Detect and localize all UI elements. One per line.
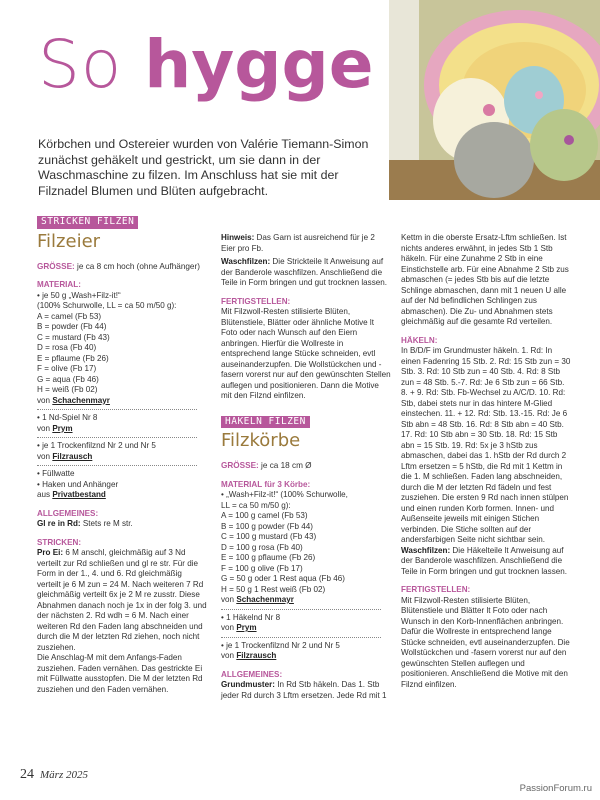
material-list: • je 50 g „Wash+Filz-it!“ (100% Schurwolle, LL = ca 50 m/50 g): A = camel (Fb 53) B = powder (Fb 44) C = mustard (Fb 43) D = rosa (Fb 40) E = pflaume (Fb 26) F = olive (Fb 17) G = aqua (Fb 46) H = weiß (Fb 02) von Schachenmayr • 1 Nd-Spiel Nr 8 von Prym • je 1 Trockenfilznd Nr 2 und Nr 5 von Filzrausch • Füllwatte • Haken und Anhänger aus Privatbestand (37, 291, 207, 501)
stricken-heading: STRICKEN: (37, 537, 82, 547)
section-heading: Filzkörbe (221, 430, 301, 451)
size-line: GRÖSSE: je ca 8 cm hoch (ohne Aufhänger) (37, 261, 200, 271)
haekeln-text: In B/D/F im Grundmuster häkeln. 1. Rd: In einen Fadenring 15 Stb. 2. Rd: 15 Stb zun = 30 Stb. 3. Rd: 10 Stb zun = 40 Stb. 4. Rd: 8 Stb zun = 48 Stb. 5.-7. Rd: Je 6 Stb zun = 66 Stb. 8. + 9. Rd: Stb. Fb-Wechsel zu A/C/D. 10. Rd: Stb, dabei stets nur in das hintere M-Glied einstechen. 11. + 12. Rd: Stb. 13.-15. Rd: Je 6 Stb abn = 48 Stb. 16. Rd: 8 Stb abn = 40 Stb. 17. Rd: 10 Stb abn = 30 Stb. 18. Rd: 15 Stb abn = 15 Stb. 19. Rd: 5x je 3 hStb zus abmaschen, dabei das 1. hStb der Rd durch 2 Lftm ersetzen = 5 hStb, die Rd mit 1 Kettm in die 1. M schließen. Faden lang abschneiden, durch die M der letzten Rd fädeln und fest zusziehen. Die ersten 9 Rd nach innen stülpen und einen runden Korb formen. Innen- und Außenseite jeweils mit einigen Stichen verbinden. Die Stiche sollten auf der andersfarbigen Seite nicht sichtbar sein. (401, 346, 571, 544)
grundmuster-continued-text: Kettm in die oberste Ersatz-Lftm schließen. Ist nichts anderes erwähnt, in jedes Stb 1 Stb häkeln. Für eine Zunahme 2 Stb in eine Einstichstelle arb. Für eine Abnahme 2 Stb zus abmaschen (= jedes Stb bis auf die letzte Schlinge abmaschen, dann mit 1 neuen U alle auf der Nd befindlichen Schlingen zus abmaschen). Die Zu- und Abnahmen stets gleichmäßig auf die gesamte Rd verteilen. (401, 233, 569, 326)
section-heading: Filzeier (37, 230, 101, 252)
divider (37, 409, 197, 410)
page-footer (20, 767, 88, 783)
material-heading: MATERIAL für 3 Körbe: (221, 479, 311, 489)
photo-illustration (389, 0, 600, 200)
waschfilzen-text: Waschfilzen: Die Häkelteile lt Anweisung auf der Banderole waschfilzen. Anschließend die Teile in Form bringen und gut trocknen lassen. (401, 545, 568, 576)
divider (37, 437, 197, 438)
material-list: • „Wash+Filz-it!“ (100% Schurwolle, LL = ca 50 m/50 g): A = 100 g camel (Fb 53) B = 100 g powder (Fb 44) C = 100 g mustard (Fb 43) D = 100 g rosa (Fb 40) E = 100 g pflaume (Fb 26) F = 100 g olive (Fb 17) G = 50 g oder 1 Rest aqua (Fb 46) H = 50 g 1 Rest weiß (Fb 02) von Schachenmayr • 1 Häkelnd Nr 8 von Prym • je 1 Trockenfilznd Nr 2 und Nr 5 von Filzrausch (221, 490, 391, 662)
divider (37, 465, 197, 466)
technique-label: STRICKEN FILZEN (37, 216, 138, 229)
fertigstellen-text: Mit Filzwoll-Resten stilisierte Blüten, Blütenstiele, Blätter oder ähnliche Motive lt Foto oder nach Wunsch auf den Eiern anbringen. Hierfür die Wollreste in entsprechend lange Stücke schneiden, evtl auseinanderzupfen. Die Wollstückchen und -fasern vorerst nur auf den gewünschten Stellen auflegen und positionieren. Dann die Motive mit den Filznd einfilzen. (221, 307, 391, 400)
waschfilzen-text: Waschfilzen: Die Strickteile lt Anweisung auf der Banderole waschfilzen. Anschließend die Teile in Form bringen und gut trocknen lassen. (221, 257, 388, 287)
divider (221, 637, 381, 638)
technique-label: HÄKELN FILZEN (221, 416, 310, 429)
watermark: PassionForum.ru (519, 783, 592, 794)
stricken-text: Pro Ei: 6 M anschl, gleichmäßig auf 3 Nd verteilt zur Rd schließen und gl re str. Für die Form in der 1., 4. und 6. Rd gleichmäßig verteilt je 6 M zun = 24 M. Nach weiteren 7 Rd gleichmäßig verteilt 6x je 2 M re zusstr. Diese Abnahmen danach noch je 1x in der folg 3. und der nächsten 2. Rd wdh = 6 M. Nach einer weiteren Rd den Faden lang abschneiden und durch die M der letzten Rd ziehen, noch nicht zusziehen. (37, 548, 207, 652)
allgemeines-heading: ALLGEMEINES: (37, 508, 99, 518)
fertigstellen-text: Mit Filzwoll-Resten stilisierte Blüten, Blütenstiele und Blätter lt Foto oder nach Wunsch in den Korb-Innenflächen anbringen. Dafür die Wollreste in entsprechend lange Stücke schneiden, evtl auseinanderzupfen. Die Wollstückchen und -fasern vorerst nur auf den gewünschten Stellen auflegen und positionieren. Anschließend die Motive mit den Filznd einfilzen. (401, 595, 570, 689)
stricken-text-2: Die Anschlag-M mit dem Anfangs-Faden zusziehen. Faden vernähen. Das gestrickte Ei mit Füllwatte ausstopfen. Die M der letzten Rd zusziehen und den Faden vernähen. (37, 653, 203, 694)
fertigstellen-heading: FERTIGSTELLEN: (221, 296, 291, 306)
column-continued (401, 233, 573, 690)
column-filzkoerbe (221, 233, 391, 701)
page-title: So hygge (38, 26, 374, 103)
divider (221, 609, 381, 610)
page-number: 24 (20, 767, 34, 782)
fertigstellen-heading: FERTIGSTELLEN: (401, 585, 471, 594)
intro-text: Körbchen und Ostereier wurden von Valérie Tiemann-Simon zunächst gehäkelt und gestrickt, um sie dann in der Waschmaschine zu filzen. Im Anschluss hat sie mit der Filznadel Blumen und Blüten aufgebracht. (38, 137, 369, 198)
allgemeines-text: Grundmuster: In Rd Stb häkeln. Das 1. Stb jeder Rd durch 3 Lftm ersetzen. Jede Rd mit 1 (221, 680, 387, 700)
allgemeines-text: Gl re in Rd: Stets re M str. (37, 519, 133, 528)
size-line: GRÖSSE: je ca 18 cm Ø (221, 461, 312, 470)
hinweis-text: Hinweis: Das Garn ist ausreichend für je 2 Eier pro Fb. (221, 233, 375, 253)
photo-felt-basket-eggs (389, 0, 600, 200)
column-filzeier (37, 216, 207, 695)
haekeln-heading: HÄKELN: (401, 335, 438, 345)
material-heading: MATERIAL: (37, 280, 81, 289)
issue-date: März 2025 (40, 769, 88, 781)
allgemeines-heading: ALLGEMEINES: (221, 669, 283, 679)
